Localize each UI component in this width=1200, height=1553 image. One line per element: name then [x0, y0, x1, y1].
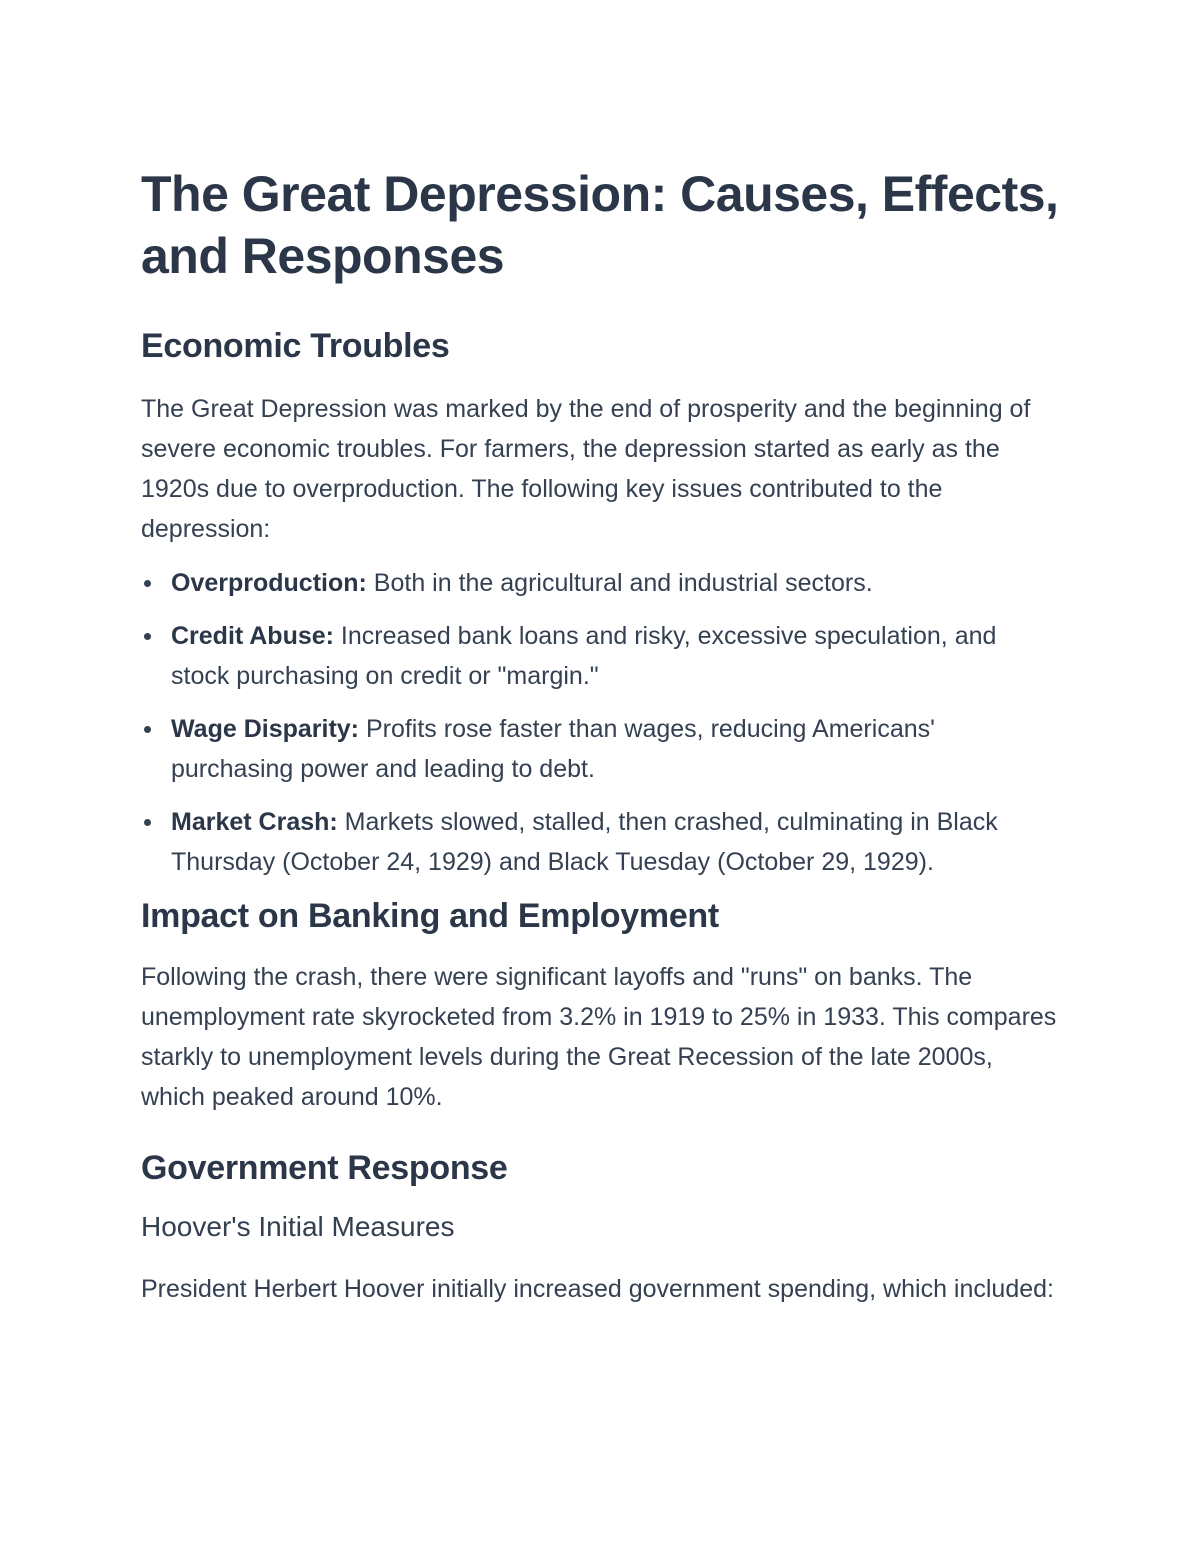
economic-intro-paragraph: The Great Depression was marked by the end of prosperity and the beginning of severe economic troubles. For farmers, the depression started as early as the 1920s due to overproduction. The following key issues contributed to the depression: [141, 395, 1031, 543]
list-item-market-crash [141, 802, 1060, 882]
impact-paragraph: Following the crash, there were significant layoffs and "runs" on banks. The unemployment rate skyrocketed from 3.2% in 1919 to 25% in 1933. This compares starkly to unemployment levels during the Great Recession of the late 2000s, which peaked around 10%. [141, 963, 1057, 1111]
document-title: The Great Depression: Causes, Effects, and Responses [141, 166, 1059, 284]
section-heading-government-response: Government Response [141, 1149, 508, 1187]
bullet-icon [144, 633, 151, 640]
section-heading-economic-troubles: Economic Troubles [141, 327, 450, 365]
section-heading-impact: Impact on Banking and Employment [141, 897, 719, 935]
bullet-icon [144, 819, 151, 826]
list-item-overproduction [141, 563, 1060, 603]
cause-term: Overproduction: [171, 569, 367, 597]
cause-term: Wage Disparity: [171, 715, 360, 743]
cause-term: Credit Abuse: [171, 622, 334, 650]
hoover-paragraph: President Herbert Hoover initially increased government spending, which included: [141, 1275, 1054, 1303]
cause-text: Markets slowed, stalled, then crashed, culminating in Black Thursday (October 24, 1929) and Black Tuesday (October 29, 1929). [171, 808, 998, 876]
cause-text: Profits rose faster than wages, reducing Americans' purchasing power and leading to debt. [171, 715, 935, 783]
causes-list [141, 563, 1060, 882]
list-item-credit-abuse [141, 616, 1060, 696]
bullet-icon [144, 580, 151, 587]
cause-term: Market Crash: [171, 808, 338, 836]
cause-text: Increased bank loans and risky, excessive speculation, and stock purchasing on credit or "margin." [171, 622, 997, 690]
list-item-wage-disparity [141, 709, 1060, 789]
cause-text: Both in the agricultural and industrial sectors. [366, 569, 873, 597]
subheading-hoover-measures: Hoover's Initial Measures [141, 1211, 455, 1242]
bullet-icon [144, 726, 151, 733]
